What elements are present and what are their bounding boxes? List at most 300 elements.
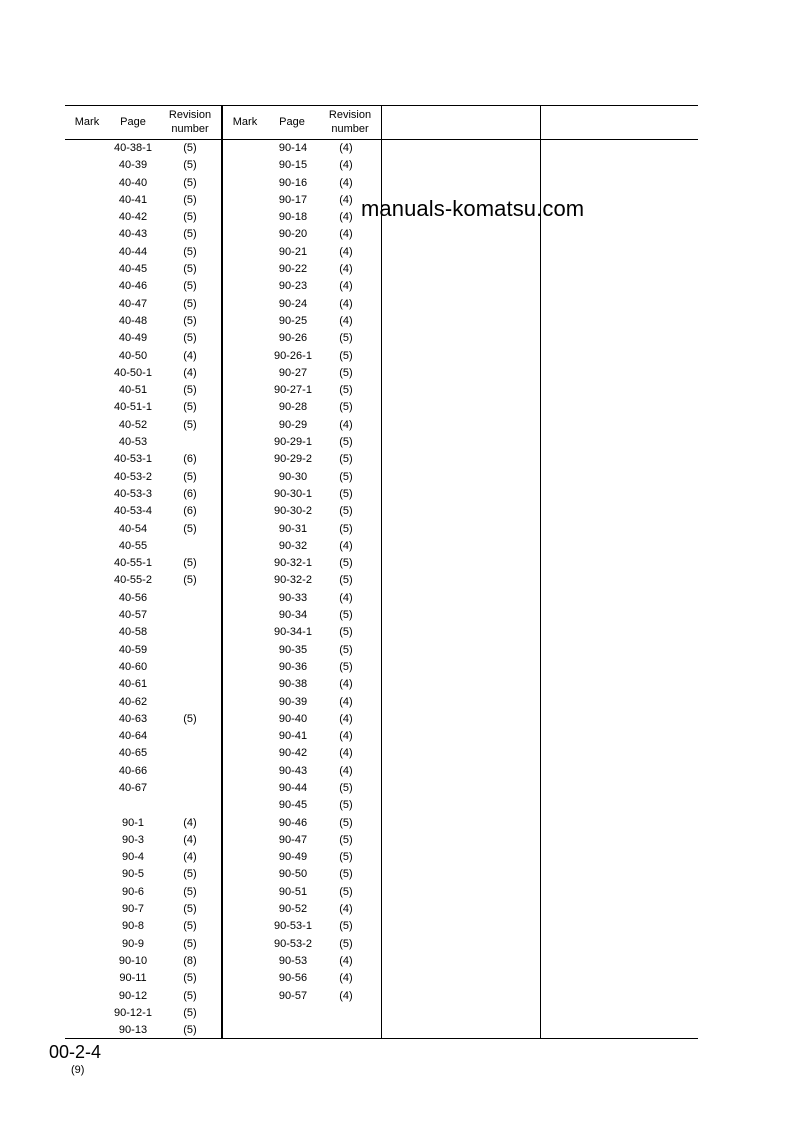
page-cell: 90-50: [278, 868, 308, 881]
page-cell: 40-67: [118, 781, 148, 794]
footer-page-number: 00-2-4: [49, 1042, 102, 1062]
page-cell: 40-42: [118, 211, 148, 224]
revision-cell: (4): [339, 712, 353, 725]
revision-cell: (8): [183, 954, 197, 967]
table-row: [223, 192, 381, 209]
table-row: [65, 175, 221, 192]
page-cell: 40-51: [118, 384, 148, 397]
page-cell: 90-43: [278, 764, 308, 777]
revision-cell: (5): [339, 920, 353, 933]
revision-cell: (5): [339, 574, 353, 587]
page-cell: 90-45: [278, 799, 308, 812]
page-cell: 40-50: [118, 349, 148, 362]
revision-cell: (5): [183, 314, 197, 327]
table-row: [223, 642, 381, 659]
page-cell: 90-10: [118, 954, 148, 967]
table-row: [223, 918, 381, 935]
revision-cell: (5): [339, 487, 353, 500]
table-row: [223, 365, 381, 382]
table-row: [65, 711, 221, 728]
page-cell: 90-52: [278, 903, 308, 916]
revision-cell: (4): [339, 211, 353, 224]
table-row: [223, 849, 381, 866]
revision-cell: (5): [339, 660, 353, 673]
page-cell: 90-22: [278, 263, 308, 276]
page-cell: 90-12-1: [114, 1006, 152, 1019]
revision-cell: (4): [183, 349, 197, 362]
header-revision-right: Revision number: [328, 109, 372, 135]
table-row: [223, 659, 381, 676]
page-cell: 90-57: [278, 989, 308, 1002]
table-row: [223, 209, 381, 226]
table-row: [223, 486, 381, 503]
revision-cell: (5): [339, 937, 353, 950]
revision-cell: (4): [339, 730, 353, 743]
table-row: [65, 469, 221, 486]
table-row: [223, 157, 381, 174]
column-divider-right: [381, 105, 382, 1039]
page-cell: 40-60: [118, 660, 148, 673]
page-cell: 40-62: [118, 695, 148, 708]
page-cell: 40-55-2: [114, 574, 152, 587]
table-row: [65, 590, 221, 607]
revision-cell: (4): [183, 833, 197, 846]
table-row: [65, 521, 221, 538]
right-column: [223, 140, 381, 1005]
page-cell: 40-57: [118, 609, 148, 622]
revision-cell: (5): [183, 176, 197, 189]
table-row: [65, 815, 221, 832]
footer-revision: (9): [71, 1064, 85, 1076]
table-row: [65, 659, 221, 676]
revision-cell: (5): [183, 712, 197, 725]
revision-cell: (5): [183, 193, 197, 206]
table-row: [65, 797, 221, 814]
page-cell: 40-64: [118, 730, 148, 743]
page-cell: 90-35: [278, 643, 308, 656]
left-column: [65, 140, 221, 1039]
revision-cell: (5): [339, 557, 353, 570]
page-cell: 40-53-3: [114, 487, 152, 500]
table-row: [65, 192, 221, 209]
revision-cell: (5): [339, 349, 353, 362]
revision-cell: (5): [183, 920, 197, 933]
page-cell: 40-49: [118, 332, 148, 345]
page-cell: 90-44: [278, 781, 308, 794]
table-row: [223, 503, 381, 520]
revision-cell: (4): [339, 297, 353, 310]
column-divider-far-right: [540, 105, 541, 1039]
revision-cell: (5): [183, 972, 197, 985]
header-mark-left: Mark: [74, 116, 100, 128]
revision-cell: (5): [183, 297, 197, 310]
table-row: [65, 849, 221, 866]
revision-cell: (4): [183, 816, 197, 829]
revision-cell: (5): [183, 401, 197, 414]
revision-cell: (5): [339, 332, 353, 345]
table-row: [65, 382, 221, 399]
page-cell: 90-23: [278, 280, 308, 293]
table-row: [223, 901, 381, 918]
page-cell: 90-18: [278, 211, 308, 224]
page-cell: 90-28: [278, 401, 308, 414]
watermark: manuals-komatsu.com: [361, 196, 585, 221]
page-cell: 40-53: [118, 436, 148, 449]
table-row: [223, 797, 381, 814]
revision-cell: (5): [339, 436, 353, 449]
page-cell: 90-34: [278, 609, 308, 622]
revision-cell: (4): [339, 903, 353, 916]
revision-cell: (6): [183, 505, 197, 518]
page-cell: 90-39: [278, 695, 308, 708]
page-cell: 90-29: [278, 418, 308, 431]
table-row: [65, 572, 221, 589]
table-row: [65, 209, 221, 226]
table-row: [65, 745, 221, 762]
header-page-right: Page: [279, 116, 305, 128]
page-cell: 90-14: [278, 142, 308, 154]
page-cell: 90-53-2: [274, 937, 312, 950]
table-row: [65, 451, 221, 468]
page-cell: 90-26-1: [274, 349, 312, 362]
page-cell: 40-52: [118, 418, 148, 431]
page-cell: 90-56: [278, 972, 308, 985]
page-cell: 40-46: [118, 280, 148, 293]
revision-cell: (5): [339, 885, 353, 898]
revision-cell: (4): [339, 159, 353, 172]
page-cell: 90-27: [278, 366, 308, 379]
table-row: [223, 451, 381, 468]
table-row: [65, 607, 221, 624]
table-row: [65, 278, 221, 295]
page-cell: 90-51: [278, 885, 308, 898]
table-row: [65, 676, 221, 693]
page-cell: 40-59: [118, 643, 148, 656]
header-mark-right: Mark: [232, 116, 258, 128]
revision-cell: (5): [339, 833, 353, 846]
revision-table: [65, 105, 698, 1039]
revision-cell: (4): [339, 176, 353, 189]
page-cell: 40-53-1: [114, 453, 152, 466]
page-cell: 90-16: [278, 176, 308, 189]
page-cell: 90-53: [278, 954, 308, 967]
page-cell: 90-6: [121, 885, 145, 898]
page-cell: 40-61: [118, 678, 148, 691]
page-cell: 40-55-1: [114, 557, 152, 570]
page-cell: 90-38: [278, 678, 308, 691]
table-row: [65, 555, 221, 572]
page-cell: 90-24: [278, 297, 308, 310]
page-cell: 90-17: [278, 193, 308, 206]
page-cell: 90-46: [278, 816, 308, 829]
page-cell: 40-53-4: [114, 505, 152, 518]
page-cell: 40-45: [118, 263, 148, 276]
page-cell: 40-47: [118, 297, 148, 310]
revision-cell: (5): [339, 626, 353, 639]
table-row: [223, 261, 381, 278]
table-row: [223, 866, 381, 883]
revision-cell: (4): [339, 245, 353, 258]
page-cell: 40-58: [118, 626, 148, 639]
page-cell: 40-40: [118, 176, 148, 189]
table-row: [65, 503, 221, 520]
revision-cell: (5): [339, 781, 353, 794]
page-cell: 90-31: [278, 522, 308, 535]
table-row: [223, 607, 381, 624]
revision-cell: (5): [183, 211, 197, 224]
table-row: [65, 140, 221, 157]
revision-cell: (4): [339, 972, 353, 985]
page-cell: 90-40: [278, 712, 308, 725]
table-row: [65, 348, 221, 365]
page-cell: 40-55: [118, 539, 148, 552]
revision-cell: (5): [183, 280, 197, 293]
page-cell: 40-66: [118, 764, 148, 777]
table-row: [65, 642, 221, 659]
revision-cell: (5): [183, 989, 197, 1002]
table-row: [223, 884, 381, 901]
revision-cell: (5): [339, 868, 353, 881]
revision-cell: (5): [339, 384, 353, 397]
table-row: [65, 1022, 221, 1039]
revision-cell: (5): [339, 453, 353, 466]
revision-cell: (5): [183, 1024, 197, 1037]
revision-cell: (5): [339, 643, 353, 656]
page-cell: 90-27-1: [274, 384, 312, 397]
table-row: [65, 1005, 221, 1022]
table-row: [65, 901, 221, 918]
header-page-left: Page: [120, 116, 146, 128]
table-row: [223, 590, 381, 607]
table-row: [65, 365, 221, 382]
page-cell: 90-33: [278, 591, 308, 604]
revision-cell: (5): [339, 470, 353, 483]
table-row: [223, 832, 381, 849]
table-row: [223, 953, 381, 970]
revision-cell: (4): [339, 764, 353, 777]
page-cell: 90-21: [278, 245, 308, 258]
revision-cell: (5): [183, 903, 197, 916]
revision-cell: (4): [339, 695, 353, 708]
revision-cell: (4): [339, 228, 353, 241]
revision-cell: (5): [183, 228, 197, 241]
page-cell: 90-15: [278, 159, 308, 172]
table-row: [223, 572, 381, 589]
revision-cell: (5): [183, 522, 197, 535]
page-cell: 90-49: [278, 851, 308, 864]
revision-cell: (5): [183, 332, 197, 345]
revision-cell: (5): [339, 799, 353, 812]
page-cell: 90-32-1: [274, 557, 312, 570]
table-row: [223, 988, 381, 1005]
table-row: [223, 382, 381, 399]
page-cell: 90-4: [121, 851, 145, 864]
table-row: [223, 226, 381, 243]
table-row: [65, 763, 221, 780]
revision-cell: (5): [339, 851, 353, 864]
page-cell: 90-12: [118, 989, 148, 1002]
revision-cell: (5): [339, 366, 353, 379]
table-row: [223, 936, 381, 953]
table-row: [223, 555, 381, 572]
page-cell: 90-34-1: [274, 626, 312, 639]
revision-cell: (5): [183, 557, 197, 570]
table-row: [223, 521, 381, 538]
revision-cell: (5): [183, 263, 197, 276]
table-row: [223, 175, 381, 192]
table-row: [223, 763, 381, 780]
revision-cell: (4): [339, 280, 353, 293]
table-row: [223, 244, 381, 261]
page-cell: 90-30-2: [274, 505, 312, 518]
table-row: [65, 417, 221, 434]
table-row: [223, 711, 381, 728]
page-cell: 90-53-1: [274, 920, 312, 933]
table-row: [65, 832, 221, 849]
table-row: [223, 815, 381, 832]
table-row: [223, 469, 381, 486]
table-row: [223, 745, 381, 762]
page-cell: 90-11: [119, 972, 147, 985]
page-cell: 40-63: [118, 712, 148, 725]
table-row: [223, 624, 381, 641]
page-cell: 90-1: [121, 816, 145, 829]
page-cell: 90-32: [278, 539, 308, 552]
page-cell: 90-29-1: [274, 436, 312, 449]
page-cell: 40-41: [118, 193, 148, 206]
table-row: [65, 728, 221, 745]
table-row: [223, 676, 381, 693]
revision-cell: (5): [339, 609, 353, 622]
table-row: [65, 884, 221, 901]
table-row: [65, 330, 221, 347]
page-cell: 90-36: [278, 660, 308, 673]
revision-cell: (4): [339, 314, 353, 327]
revision-cell: (5): [339, 522, 353, 535]
table-row: [223, 694, 381, 711]
revision-cell: (5): [339, 401, 353, 414]
table-row: [65, 399, 221, 416]
header-revision-left: Revision number: [168, 109, 212, 135]
page-cell: 40-48: [118, 314, 148, 327]
page-cell: 40-65: [118, 747, 148, 760]
table-row: [223, 434, 381, 451]
table-row: [65, 261, 221, 278]
table-row: [223, 970, 381, 987]
page-cell: 90-3: [121, 833, 145, 846]
page-cell: 90-30: [278, 470, 308, 483]
revision-cell: (5): [183, 885, 197, 898]
page-cell: 40-56: [118, 591, 148, 604]
page-cell: 40-50-1: [114, 366, 152, 379]
page-cell: 40-44: [118, 245, 148, 258]
table-row: [65, 970, 221, 987]
page-cell: 90-32-2: [274, 574, 312, 587]
revision-cell: (4): [339, 142, 353, 154]
table-row: [223, 313, 381, 330]
page-cell: 90-13: [118, 1024, 148, 1037]
table-row: [65, 296, 221, 313]
page-cell: 40-54: [118, 522, 148, 535]
revision-cell: (4): [339, 591, 353, 604]
table-row: [65, 486, 221, 503]
table-row: [223, 728, 381, 745]
revision-cell: (4): [339, 954, 353, 967]
page-cell: 90-26: [278, 332, 308, 345]
page-cell: 40-38-1: [114, 142, 152, 154]
revision-cell: (4): [339, 418, 353, 431]
page-cell: 90-47: [278, 833, 308, 846]
revision-cell: (5): [339, 816, 353, 829]
table-row: [223, 538, 381, 555]
table-row: [65, 434, 221, 451]
revision-cell: (5): [183, 159, 197, 172]
page-cell: 90-29-2: [274, 453, 312, 466]
table-row: [223, 780, 381, 797]
table-row: [65, 988, 221, 1005]
table-row: [223, 330, 381, 347]
page-cell: 40-43: [118, 228, 148, 241]
table-row: [65, 866, 221, 883]
revision-cell: (5): [183, 418, 197, 431]
revision-cell: (5): [183, 1006, 197, 1019]
revision-cell: (5): [339, 505, 353, 518]
revision-cell: (4): [339, 989, 353, 1002]
page-cell: 90-25: [278, 314, 308, 327]
table-row: [65, 780, 221, 797]
revision-cell: (5): [183, 142, 197, 154]
page-cell: 90-8: [121, 920, 145, 933]
revision-cell: (5): [183, 384, 197, 397]
table-row: [223, 140, 381, 157]
table-row: [65, 936, 221, 953]
revision-cell: (4): [339, 678, 353, 691]
table-row: [65, 918, 221, 935]
revision-cell: (5): [183, 937, 197, 950]
revision-cell: (5): [183, 245, 197, 258]
table-row: [223, 348, 381, 365]
revision-cell: (6): [183, 487, 197, 500]
table-row: [65, 538, 221, 555]
page-cell: 40-53-2: [114, 470, 152, 483]
table-row: [65, 244, 221, 261]
table-row: [223, 417, 381, 434]
page-cell: 90-30-1: [274, 487, 312, 500]
table-row: [65, 624, 221, 641]
revision-cell: (4): [183, 851, 197, 864]
page-cell: 90-5: [121, 868, 145, 881]
revision-cell: (4): [183, 366, 197, 379]
table-row: [223, 278, 381, 295]
page-cell: 40-51-1: [114, 401, 152, 414]
table-row: [65, 157, 221, 174]
table-row: [65, 953, 221, 970]
revision-cell: (4): [339, 747, 353, 760]
table-row: [223, 296, 381, 313]
revision-cell: (4): [339, 263, 353, 276]
page-cell: 90-20: [278, 228, 308, 241]
page-cell: 40-39: [118, 159, 148, 172]
revision-cell: (4): [339, 193, 353, 206]
revision-cell: (6): [183, 453, 197, 466]
table-row: [223, 399, 381, 416]
page-cell: 90-42: [278, 747, 308, 760]
revision-cell: (4): [339, 539, 353, 552]
revision-cell: (5): [183, 574, 197, 587]
table-row: [65, 226, 221, 243]
revision-cell: (5): [183, 470, 197, 483]
table-row: [65, 694, 221, 711]
